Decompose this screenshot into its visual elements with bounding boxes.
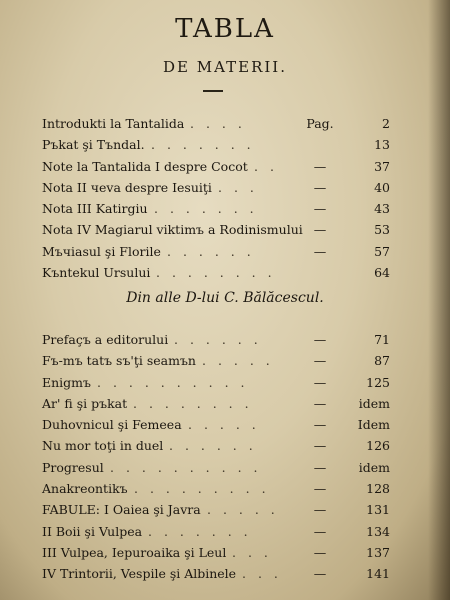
- toc-page-number: 53: [374, 222, 390, 238]
- toc-entry-marker: —: [313, 243, 327, 259]
- toc-entry-title: Ar' fi şi pъkat: [42, 395, 128, 411]
- toc-entry-title: Enigmъ: [42, 374, 91, 390]
- toc-list-tantalida: [42, 114, 390, 284]
- toc-leader-dots: . . . . .: [188, 417, 260, 433]
- toc-entry: [42, 263, 390, 284]
- toc-entry: [42, 415, 390, 436]
- toc-leader-dots: . . . . . . .: [148, 523, 252, 539]
- toc-entry-title: Nota II чeva despre Iesuiţi: [42, 179, 212, 195]
- toc-page-number: 128: [366, 481, 390, 497]
- toc-page-number: 64: [374, 265, 390, 281]
- toc-page-number: 13: [374, 137, 390, 153]
- toc-entry-title: Introdukti la Tantalida: [42, 116, 185, 131]
- toc-leader-dots: . . . .: [190, 116, 246, 131]
- toc-leader-dots: . . . . .: [207, 502, 279, 518]
- toc-entry: [42, 330, 390, 351]
- toc-entry: [42, 114, 390, 135]
- toc-page-number: idem: [358, 459, 390, 475]
- toc-entry-marker: —: [313, 523, 327, 539]
- toc-entry: [42, 157, 390, 178]
- toc-leader-dots: . . . . . . .: [154, 201, 258, 217]
- toc-page-number: 40: [374, 179, 390, 195]
- toc-entry-title: Nu mor toţi in duel: [42, 438, 164, 454]
- toc-entry-marker: —: [313, 481, 327, 497]
- section-heading: Din alle D-lui C. Bălăcescul.: [126, 290, 324, 306]
- toc-page-number: 71: [374, 332, 390, 347]
- toc-entry: [42, 242, 390, 263]
- toc-entry-title: Pъkat şi Tъndal.: [42, 137, 145, 153]
- page-subtitle: DE MATERII.: [163, 58, 287, 76]
- toc-page-number: 134: [366, 523, 390, 539]
- toc-leader-dots: . . . . . . . . . .: [97, 374, 249, 390]
- toc-entry-title: Fъ-mъ tatъ sъ'ţi seamъn: [42, 353, 196, 369]
- toc-entry: [42, 178, 390, 199]
- toc-entry-marker: —: [313, 179, 327, 195]
- toc-leader-dots: . . . . .: [202, 353, 274, 369]
- toc-entry-marker: —: [313, 566, 327, 582]
- toc-entry-title: Duhovnicul şi Femeea: [42, 417, 182, 433]
- toc-entry-marker: —: [313, 201, 327, 217]
- toc-entry-marker: Pag.: [306, 116, 334, 131]
- toc-entry: [42, 199, 390, 220]
- toc-entry-title: Kъntekul Ursului: [42, 265, 151, 281]
- toc-page-number: 125: [366, 374, 390, 390]
- toc-entry-title: III Vulpea, Iepuroaika şi Leul: [42, 544, 227, 560]
- toc-entry: [42, 458, 390, 479]
- toc-leader-dots: . . .: [232, 544, 272, 560]
- toc-entry-title: FABULE: I Oaiea şi Javra: [42, 502, 201, 518]
- toc-leader-dots: . . . . . . .: [151, 137, 255, 153]
- toc-leader-dots: . . .: [218, 179, 258, 195]
- toc-entry: [42, 135, 390, 156]
- toc-entry: [42, 220, 390, 241]
- toc-entry: [42, 522, 390, 543]
- toc-entry: [42, 564, 390, 585]
- toc-page-number: 126: [366, 438, 390, 454]
- toc-leader-dots: . . . . . . . .: [133, 395, 253, 411]
- toc-entry-marker: —: [313, 417, 327, 433]
- toc-leader-dots: . . . . . .: [174, 332, 262, 347]
- toc-page-number: 37: [374, 158, 390, 174]
- toc-entry-title: Nota IV Magiarul viktimъ a Rodinismului: [42, 222, 303, 238]
- toc-entry-marker: —: [313, 332, 327, 347]
- toc-entry-title: Nota III Katirgiu: [42, 201, 148, 217]
- toc-leader-dots: . . . . . . . .: [156, 265, 276, 281]
- toc-page-number: 57: [374, 243, 390, 259]
- toc-entry: [42, 351, 390, 372]
- toc-entry-title: Prefaçъ a editorului: [42, 332, 169, 347]
- toc-page-number: idem: [358, 395, 390, 411]
- toc-entry-marker: —: [313, 353, 327, 369]
- toc-entry-title: Anakreontikъ: [42, 481, 128, 497]
- toc-leader-dots: . . . . . .: [167, 243, 255, 259]
- toc-leader-dots: . . . . . . . . .: [134, 481, 270, 497]
- page-title: TABLA: [175, 14, 275, 44]
- toc-entry-marker: —: [313, 374, 327, 390]
- toc-page-number: 2: [382, 116, 390, 131]
- toc-entry: [42, 500, 390, 521]
- toc-leader-dots: . . .: [242, 566, 282, 582]
- toc-entry-title: Mъчiasul şi Florile: [42, 243, 161, 259]
- toc-entry-marker: —: [313, 544, 327, 560]
- toc-entry-marker: —: [313, 502, 327, 518]
- page-edge-shadow: [428, 0, 450, 600]
- toc-entry: [42, 479, 390, 500]
- toc-page-number: 131: [366, 502, 390, 518]
- toc-entry: [42, 373, 390, 394]
- toc-page-number: 141: [366, 566, 390, 582]
- toc-leader-dots: . . . . . .: [169, 438, 257, 454]
- toc-entry-title: IV Trintorii, Vespile şi Albinele: [42, 566, 237, 582]
- toc-page-number: Idem: [357, 417, 390, 433]
- toc-leader-dots: . .: [254, 158, 278, 174]
- toc-page-number: 43: [374, 201, 390, 217]
- toc-entry-marker: —: [313, 222, 327, 238]
- toc-leader-dots: . . . . . . . . . .: [110, 459, 262, 475]
- toc-entry-marker: —: [313, 459, 327, 475]
- toc-entry-marker: —: [313, 395, 327, 411]
- toc-entry-title: Progresul: [42, 459, 104, 475]
- toc-entry: [42, 436, 390, 457]
- toc-page-number: 87: [374, 353, 390, 369]
- toc-page-number: 137: [366, 544, 390, 560]
- toc-list-balacescul: [42, 330, 390, 586]
- toc-entry-marker: —: [313, 438, 327, 454]
- toc-entry-title: II Boii şi Vulpea: [42, 523, 143, 539]
- toc-entry: [42, 394, 390, 415]
- toc-entry: [42, 543, 390, 564]
- toc-entry-marker: —: [313, 158, 327, 174]
- toc-entry-title: Note la Tantalida I despre Cocot: [42, 158, 248, 174]
- title-rule: [203, 90, 223, 92]
